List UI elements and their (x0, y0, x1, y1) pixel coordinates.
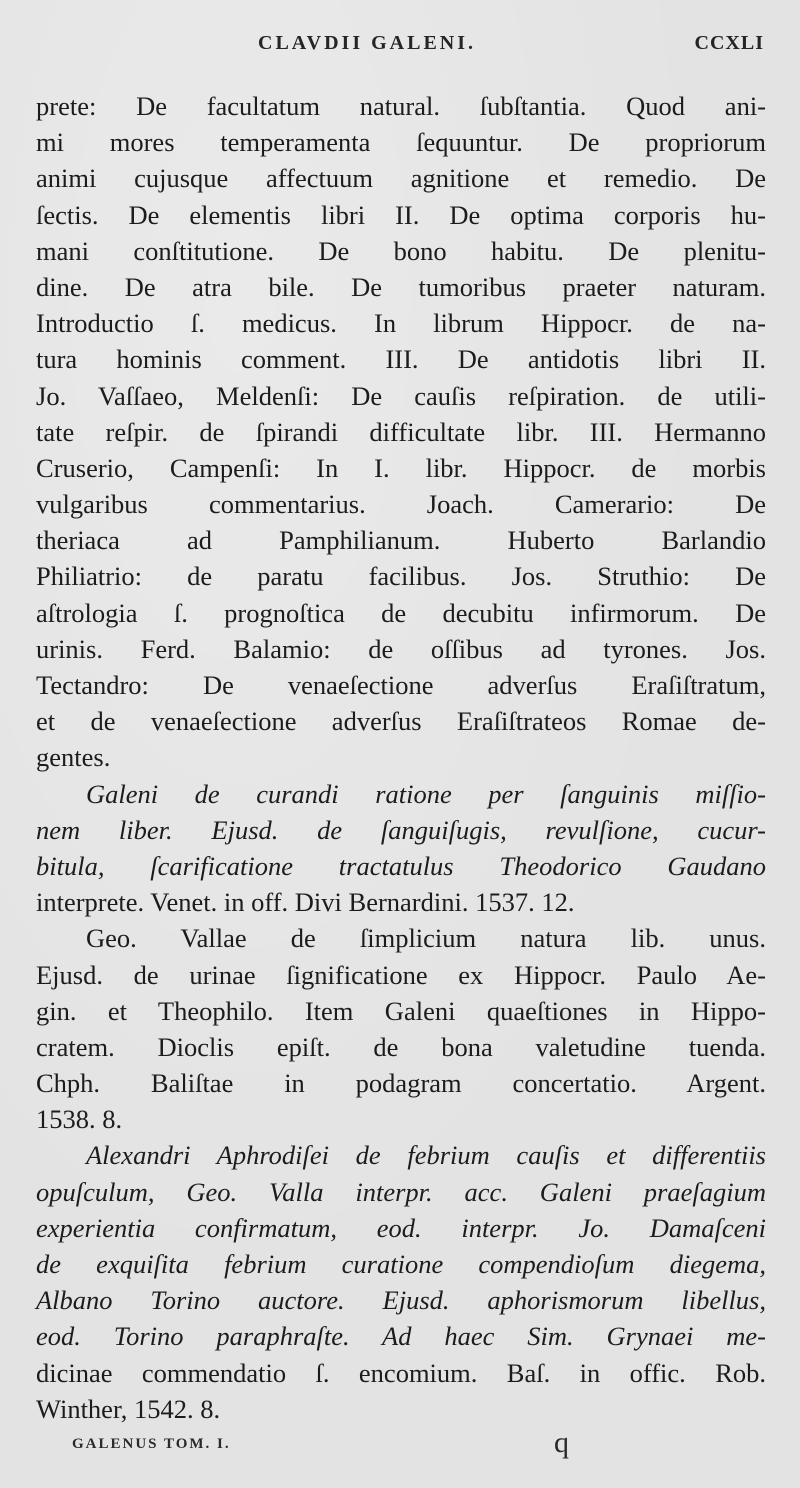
text-line: animi cujusque affectuum agnitione et remedio. De (36, 163, 766, 194)
text-line: interprete. Venet. in off. Divi Bernardini. 1537. 12. (36, 887, 575, 918)
text-line: vulgaribus commentarius. Joach. Camerario: De (36, 489, 766, 520)
page-header (0, 30, 800, 60)
text-line: ſectis. De elementis libri II. De optima corporis hu- (36, 199, 766, 230)
text-line: theriaca ad Pamphilianum. Huberto Barlandio (36, 525, 766, 556)
running-head: CLAVDII GALENI. (258, 32, 477, 54)
gathering-mark: q (554, 1426, 569, 1459)
text-line: Winther, 1542. 8. (36, 1393, 221, 1424)
text-line: Albano Torino auctore. Ejusd. aphorismorum libellus, (36, 1285, 766, 1316)
text-line: aſtrologia ſ. prognoſtica de decubitu infirmorum. De (36, 597, 766, 628)
text-line: mani conſtitutione. De bono habitu. De plenitu- (36, 235, 766, 266)
text-line: eod. Torino paraphraſte. Ad haec Sim. Grynaei me- (36, 1321, 766, 1352)
text-line: de exquiſita febrium curatione compendioſum diegema, (36, 1249, 766, 1279)
text-line: urinis. Ferd. Balamio: de oſſibus ad tyrones. Jos. (36, 633, 766, 664)
text-line: gin. et Theophilo. Item Galeni quaeſtiones in Hippo- (36, 995, 766, 1026)
text-line: nem liber. Ejusd. de ſanguiſugis, revulſione, cucur- (36, 814, 766, 845)
text-block (36, 88, 766, 1427)
text-line: Galeni de curandi ratione per ſanguinis miſſio- (86, 778, 766, 809)
text-line: cratem. Dioclis epiſt. de bona valetudine tuenda. (36, 1031, 766, 1062)
text-line: tate reſpir. de ſpirandi difficultate libr. III. Hermanno (36, 416, 766, 447)
text-line: Alexandri Aphrodiſei de febrium cauſis et differentiis (86, 1140, 766, 1171)
text-line: et de venaeſectione adverſus Eraſiſtrateos Romae de- (36, 706, 766, 737)
text-line: Tectandro: De venaeſectione adverſus Eraſiſtratum, (36, 670, 766, 700)
text-line: bitula, ſcarificatione tractatulus Theodorico Gaudano (36, 850, 766, 881)
text-line: Philiatrio: de paratu facilibus. Jos. Struthio: De (36, 561, 766, 592)
text-line: Ejusd. de urinae ſignificatione ex Hippocr. Paulo Ae- (36, 959, 766, 990)
text-line: gentes. (36, 742, 111, 773)
signature-line: GALENUS TOM. I. (72, 1436, 231, 1452)
text-line: Cruserio, Campenſi: In I. libr. Hippocr. de morbis (36, 452, 766, 483)
text-line: opuſculum, Geo. Valla interpr. acc. Galeni praeſagium (36, 1176, 766, 1207)
page-number: CCXLI (694, 32, 764, 54)
text-line: prete: De facultatum natural. ſubſtantia. Quod ani- (36, 91, 766, 121)
text-line: Chph. Baliſtae in podagram concertatio. Argent. (36, 1068, 766, 1099)
text-line: mi mores temperamenta ſequuntur. De propriorum (36, 127, 766, 158)
text-line: Introductio ſ. medicus. In librum Hippocr. de na- (36, 308, 766, 339)
text-line: 1538. 8. (36, 1104, 123, 1135)
text-line: tura hominis comment. III. De antidotis libri II. (36, 344, 766, 375)
text-line: dicinae commendatio ſ. encomium. Baſ. in offic. Rob. (36, 1357, 766, 1388)
text-line: Jo. Vaſſaeo, Meldenſi: De cauſis reſpiration. de utili- (36, 380, 766, 411)
page-footer (0, 1428, 800, 1468)
text-line: experientia confirmatum, eod. interpr. Jo. Damaſceni (36, 1212, 766, 1243)
text-line: dine. De atra bile. De tumoribus praeter naturam. (36, 271, 766, 302)
text-line: Geo. Vallae de ſimplicium natura lib. unus. (86, 923, 766, 954)
